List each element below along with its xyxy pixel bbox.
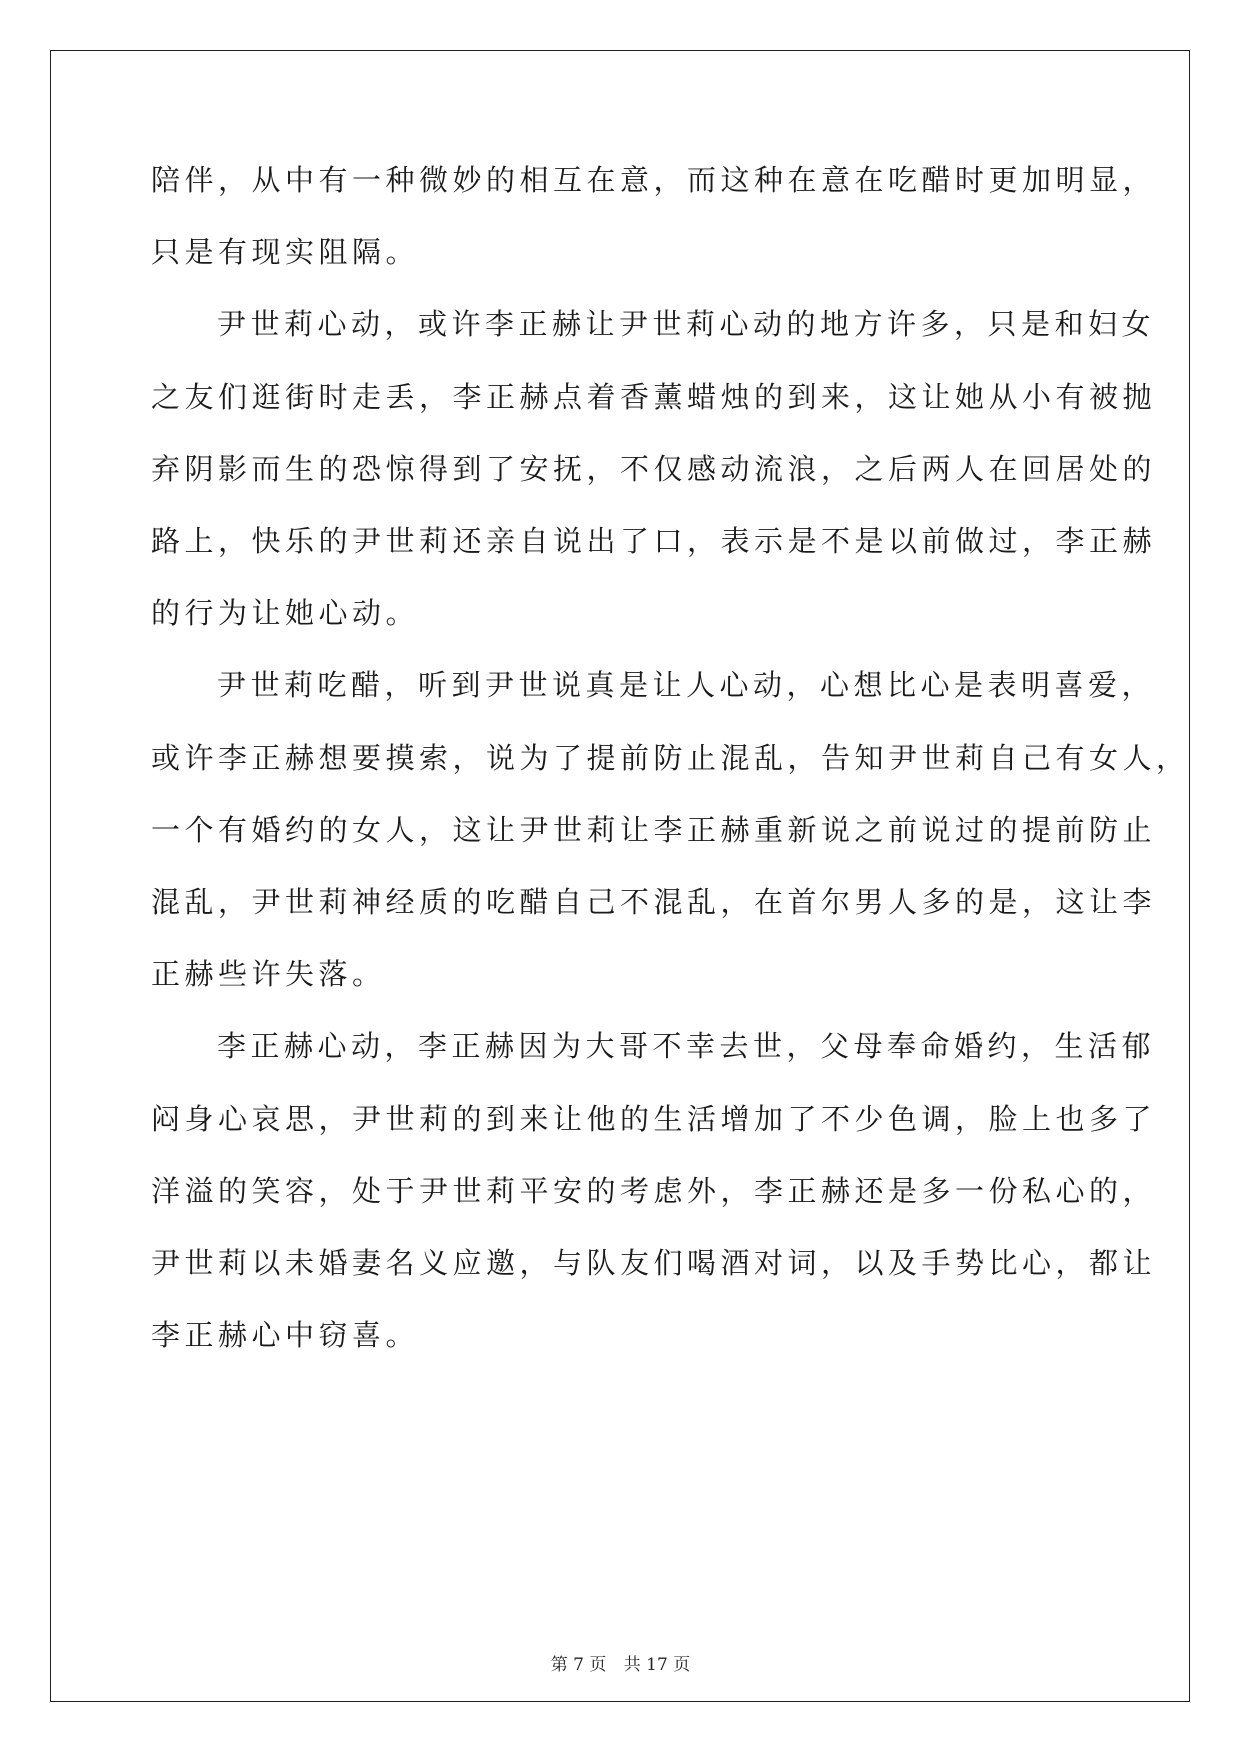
text-line: 只是有现实阻隔。 <box>151 235 420 270</box>
text-line: 李正赫心中窃喜。 <box>151 1318 420 1353</box>
text-line: 尹世莉以未婚妻名义应邀，与队友们喝酒对词，以及手势比心，都让 <box>151 1246 1157 1280</box>
text-line: 或许李正赫想要摸索，说为了提前防止混乱，告知尹世莉自己有女人， <box>151 740 1190 775</box>
text-line: 尹世莉心动，或许李正赫让尹世莉心动的地方许多，只是和妇女 <box>217 307 1156 342</box>
text-line: 李正赫心动，李正赫因为大哥不幸去世，父母奉命婚约，生活郁 <box>217 1029 1156 1064</box>
page-total: 共 17 页 <box>623 1655 691 1675</box>
page-footer <box>0 1650 1241 1675</box>
text-line: 路上，快乐的尹世莉还亲自说出了口，表示是不是以前做过，李正赫 <box>151 524 1157 558</box>
text-line: 混乱，尹世莉神经质的吃醋自己不混乱，在首尔男人多的是，这让李 <box>151 885 1157 919</box>
text-line: 之友们逛街时走丢，李正赫点着香薰蜡烛的到来，这让她从小有被抛 <box>151 379 1157 414</box>
text-line: 闷身心哀思，尹世莉的到来让他的生活增加了不少色调，脸上也多了 <box>151 1101 1157 1136</box>
text-line: 尹世莉吃醋，听到尹世说真是让人心动，心想比心是表明喜爱， <box>217 668 1156 703</box>
text-line: 正赫些许失落。 <box>151 957 386 992</box>
text-line: 陪伴，从中有一种微妙的相互在意，而这种在意在吃醋时更加明显， <box>151 163 1157 197</box>
text-line: 的行为让她心动。 <box>151 596 420 631</box>
text-line: 洋溢的笑容，处于尹世莉平安的考虑外，李正赫还是多一份私心的， <box>151 1173 1157 1208</box>
text-line: 一个有婚约的女人，这让尹世莉让李正赫重新说之前说过的提前防止 <box>151 812 1157 847</box>
page-number: 第 7 页 <box>550 1655 607 1675</box>
text-line: 弃阴影而生的恐惊得到了安抚，不仅感动流浪，之后两人在回居处的 <box>151 451 1157 486</box>
